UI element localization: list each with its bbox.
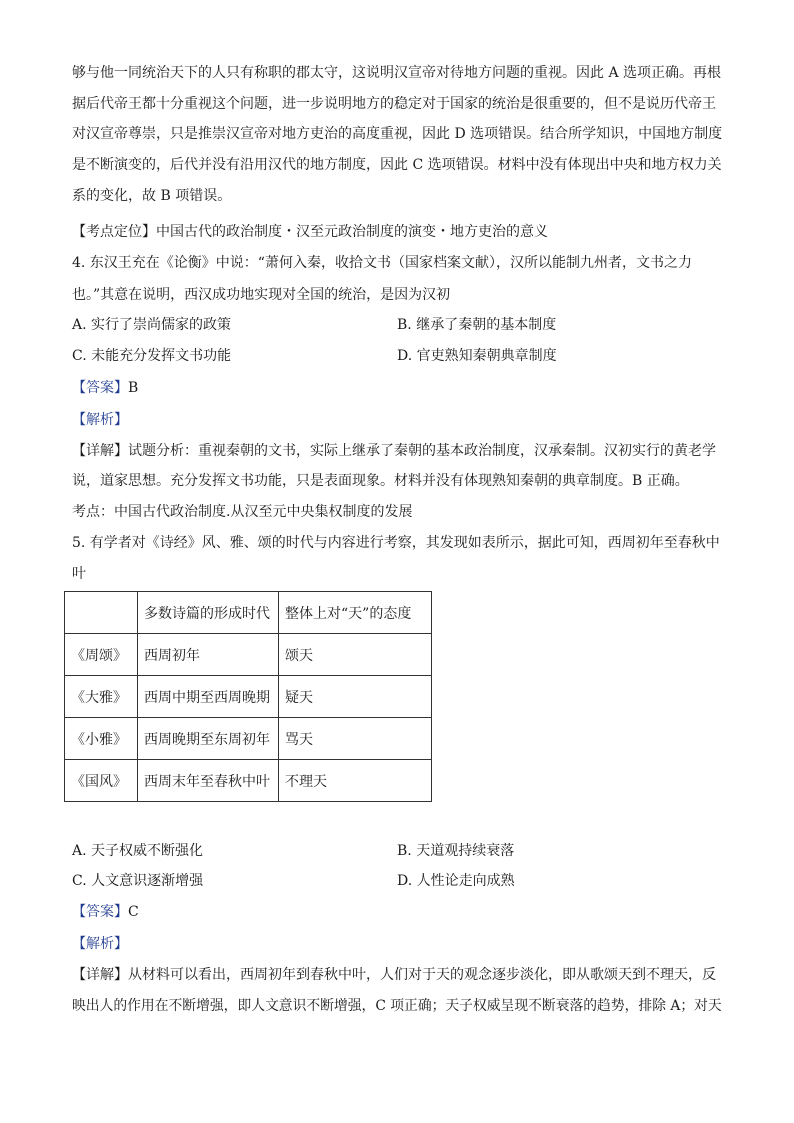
table-cell: 《大雅》 bbox=[65, 676, 138, 718]
q5-detail-line2: 映出人的作用在不断增强，即人文意识不断增强，C 项正确；天子权威呈现不断衰落的趋势，排除 A；对天 bbox=[72, 998, 722, 1014]
q4-option-d: D. 官吏熟知秦朝典章制度 bbox=[397, 348, 557, 364]
table-cell: 《国风》 bbox=[65, 760, 138, 802]
paragraph-line: 对汉宣帝尊崇，只是推崇汉宣帝对地方吏治的高度重视，因此 D 选项错误。结合所学知识，中国地方制度 bbox=[72, 126, 723, 142]
q4-analysis-tag bbox=[72, 410, 128, 430]
table-header-cell: 多数诗篇的形成时代 bbox=[138, 592, 279, 634]
q4-kaodian: 考点：中国古代政治制度.从汉至元中央集权制度的发展 bbox=[72, 504, 413, 520]
q5-option-c: C. 人文意识逐渐增强 bbox=[72, 873, 204, 889]
analysis-tag: 【解析】 bbox=[72, 412, 128, 428]
analysis-tag: 【解析】 bbox=[72, 936, 128, 952]
table-cell: 骂天 bbox=[279, 718, 432, 760]
q5-stem-line1: 5. 有学者对《诗经》风、雅、颂的时代与内容进行考察，其发现如表所示，据此可知，西周初年至春秋中 bbox=[72, 535, 720, 551]
q5-answer-line bbox=[72, 902, 139, 922]
table-row bbox=[65, 718, 432, 760]
table-cell: 西周初年 bbox=[138, 634, 279, 676]
table-cell: 《小雅》 bbox=[65, 718, 138, 760]
table-cell: 西周末年至春秋中叶 bbox=[138, 760, 279, 802]
table-row bbox=[65, 760, 432, 802]
poetry-table bbox=[64, 591, 432, 802]
q4-detail-line1: 【详解】试题分析：重视秦朝的文书，实际上继承了秦朝的基本政治制度，汉承秦制。汉初实行的黄老学 bbox=[72, 443, 716, 459]
table-header-cell: 整体上对“天”的态度 bbox=[279, 592, 432, 634]
table-cell: 西周晚期至东周初年 bbox=[138, 718, 279, 760]
q5-option-a: A. 天子权威不断强化 bbox=[72, 843, 204, 859]
q5-option-d: D. 人性论走向成熟 bbox=[397, 873, 515, 889]
paragraph-line: 够与他一同统治天下的人只有称职的郡太守，这说明汉宣帝对待地方问题的重视。因此 A 选项正确。再根 bbox=[72, 65, 722, 81]
answer-value: C bbox=[128, 904, 139, 920]
table-header-cell bbox=[65, 592, 138, 634]
paragraph-line: 是不断演变的，后代并没有沿用汉代的地方制度，因此 C 选项错误。材料中没有体现出中央和地方权力关 bbox=[72, 157, 722, 173]
table-header-row bbox=[65, 592, 432, 634]
table-cell: 颂天 bbox=[279, 634, 432, 676]
q4-stem-line2: 也。”其意在说明，西汉成功地实现对全国的统治，是因为汉初 bbox=[72, 287, 451, 303]
q4-option-b: B. 继承了秦朝的基本制度 bbox=[397, 317, 557, 333]
kaodian-line: 【考点定位】中国古代的政治制度・汉至元政治制度的演变・地方吏治的意义 bbox=[72, 224, 548, 240]
q4-detail-line2: 说，道家思想。充分发挥文书功能，只是表面现象。材料并没有体现熟知秦朝的典章制度。B 正确。 bbox=[72, 473, 689, 489]
q5-detail-line1: 【详解】从材料可以看出，西周初年到春秋中叶，人们对于天的观念逐步淡化，即从歌颂天到不理天，反 bbox=[72, 967, 716, 983]
q5-stem-line2: 叶 bbox=[72, 566, 86, 582]
answer-value: B bbox=[128, 380, 139, 396]
table-cell: 《周颂》 bbox=[65, 634, 138, 676]
q4-stem-line1: 4. 东汉王充在《论衡》中说：“萧何入秦，收拾文书（国家档案文献），汉所以能制九州者，文书之力 bbox=[72, 255, 692, 271]
paragraph-line: 系的变化，故 B 项错误。 bbox=[72, 188, 232, 204]
table-cell: 西周中期至西周晚期 bbox=[138, 676, 279, 718]
answer-tag: 【答案】 bbox=[72, 380, 128, 396]
paragraph-line: 据后代帝王都十分重视这个问题，进一步说明地方的稳定对于国家的统治是很重要的，但不是说历代帝王 bbox=[72, 96, 716, 112]
table-cell: 疑天 bbox=[279, 676, 432, 718]
table-row bbox=[65, 634, 432, 676]
q4-answer-line bbox=[72, 378, 138, 398]
table-row bbox=[65, 676, 432, 718]
q4-option-a: A. 实行了崇尚儒家的政策 bbox=[72, 317, 232, 333]
q5-analysis-tag bbox=[72, 934, 128, 954]
q5-option-b: B. 天道观持续衰落 bbox=[397, 843, 515, 859]
q4-option-c: C. 未能充分发挥文书功能 bbox=[72, 348, 232, 364]
table-cell: 不理天 bbox=[279, 760, 432, 802]
answer-tag: 【答案】 bbox=[72, 904, 128, 920]
